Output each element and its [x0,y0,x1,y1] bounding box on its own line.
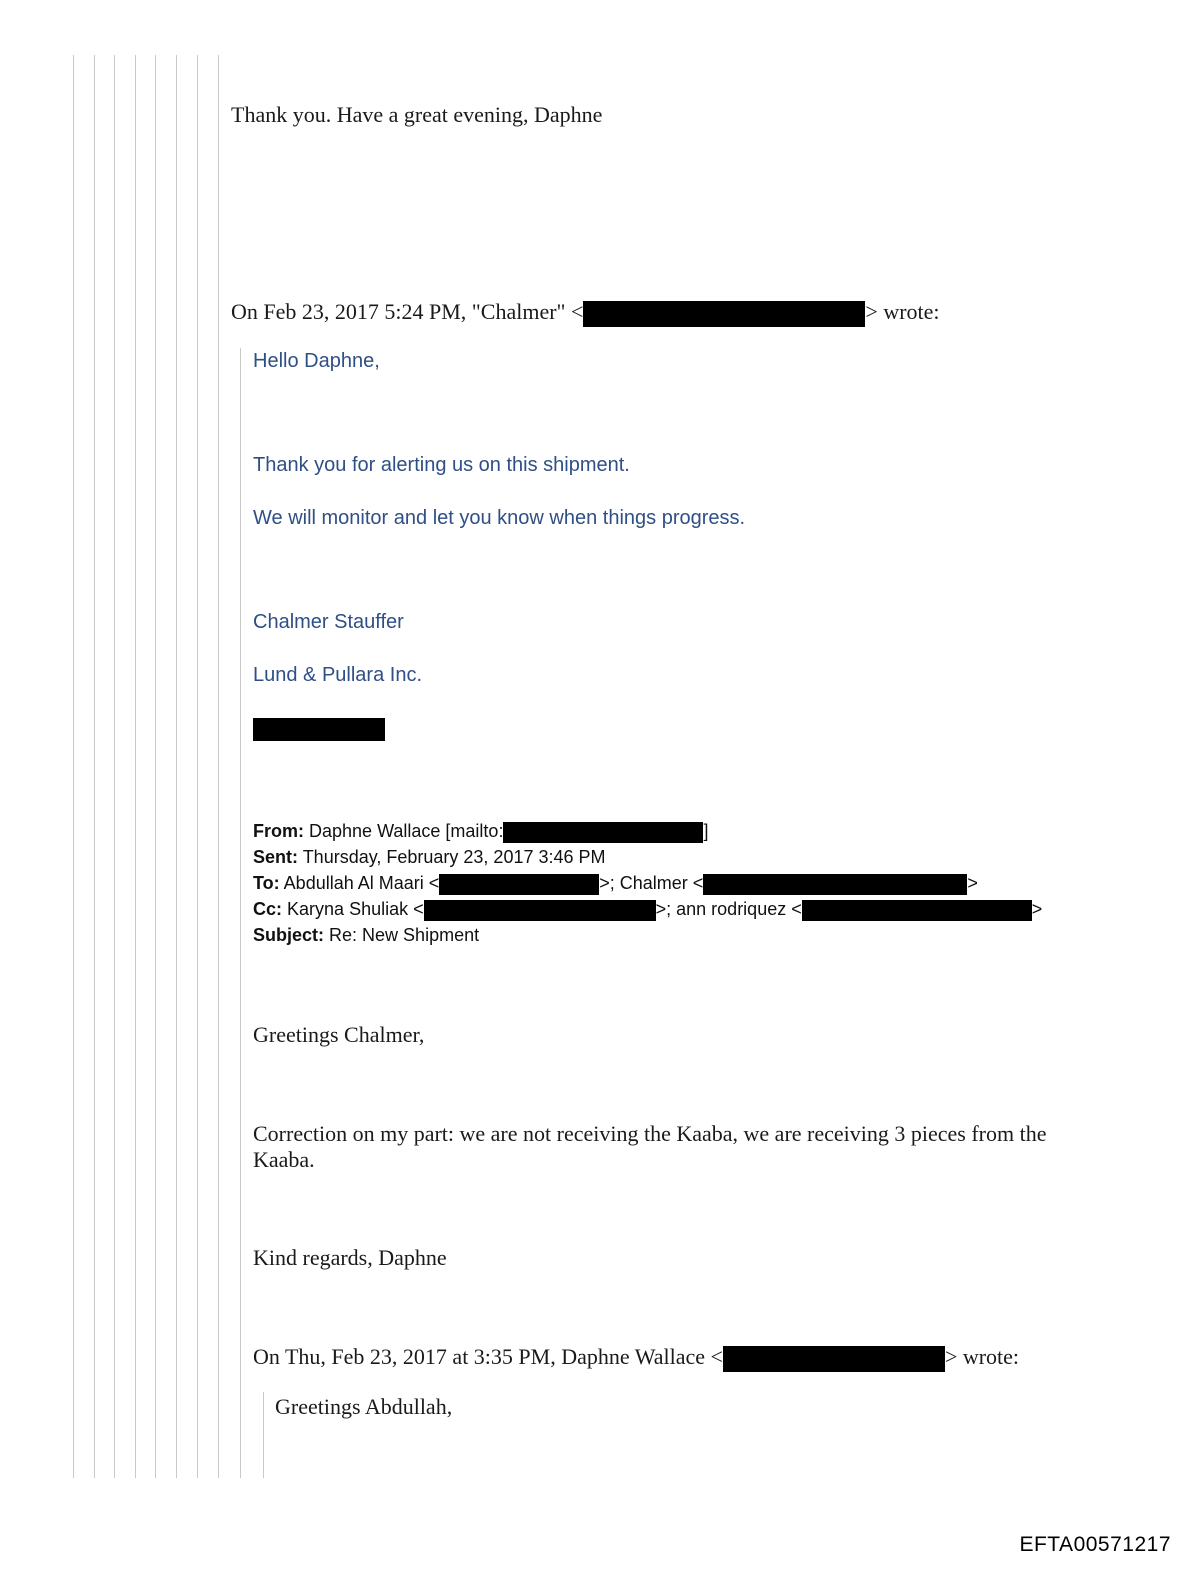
to-value-3: > [967,873,978,893]
from-value: Daphne Wallace [mailto: [309,821,504,841]
to-value-1: Abdullah Al Maari < [283,873,440,893]
from-end: ] [703,821,709,841]
chalmer-line-1: Thank you for alerting us on this shipment. [253,454,630,476]
email-header-cc [253,896,1042,922]
quote-header-chalmer [231,299,940,327]
cc-value-1: Karyna Shuliak < [287,899,424,919]
to-value-2: >; Chalmer < [599,873,704,893]
daphne-greeting: Greetings Chalmer, [253,1022,425,1047]
redaction-box [503,822,703,843]
quote-bar [155,55,156,1478]
quote-header-suffix: > wrote: [944,1344,1020,1369]
cc-value-3: > [1031,899,1043,919]
daphne-closing: Kind regards, Daphne [253,1245,447,1270]
redaction-box [439,874,599,895]
redaction-box [723,1346,945,1372]
email-header-from [253,818,708,844]
daphne-correction-line-2: Kaaba. [253,1147,315,1172]
quote-header-prefix: On Thu, Feb 23, 2017 at 3:35 PM, Daphne Wallace < [253,1344,723,1369]
quote-bar [218,55,219,1478]
quote-header-daphne [253,1344,1019,1372]
email-header-sent [253,844,606,870]
innermost-greeting: Greetings Abdullah, [275,1394,453,1419]
sent-value: Thursday, February 23, 2017 3:46 PM [302,847,606,867]
subject-label: Subject: [253,925,325,945]
to-label: To: [253,873,280,893]
subject-value: Re: New Shipment [329,925,480,945]
quote-bar [197,55,198,1478]
quote-bar [94,55,95,1478]
quote-bar [176,55,177,1478]
chalmer-line-2: We will monitor and let you know when things progress. [253,507,746,529]
quote-bar [114,55,115,1478]
redaction-box [424,900,656,921]
signature-name: Chalmer Stauffer [253,611,404,633]
from-label: From: [253,821,304,841]
chalmer-greeting: Hello Daphne, [253,350,380,372]
quote-bar [263,1392,264,1478]
document-id: EFTA00571217 [1019,1533,1171,1556]
redaction-box [253,718,385,741]
quote-bar [135,55,136,1478]
sent-label: Sent: [253,847,298,867]
quote-header-suffix: > wrote: [865,299,940,324]
email-header-subject [253,922,479,948]
quote-bar [73,55,74,1478]
quote-bar [240,348,241,1478]
reply-thanks: Thank you. Have a great evening, Daphne [231,102,603,127]
email-header-to [253,870,978,896]
signature-company: Lund & Pullara Inc. [253,664,422,686]
redaction-box [802,900,1032,921]
quote-header-prefix: On Feb 23, 2017 5:24 PM, "Chalmer" < [231,299,584,324]
redaction-box [703,874,967,895]
redaction-box [583,301,865,327]
cc-value-2: >; ann rodriquez < [655,899,802,919]
cc-label: Cc: [253,899,283,919]
daphne-correction-line-1: Correction on my part: we are not receiving the Kaaba, we are receiving 3 pieces from the [253,1121,1047,1146]
